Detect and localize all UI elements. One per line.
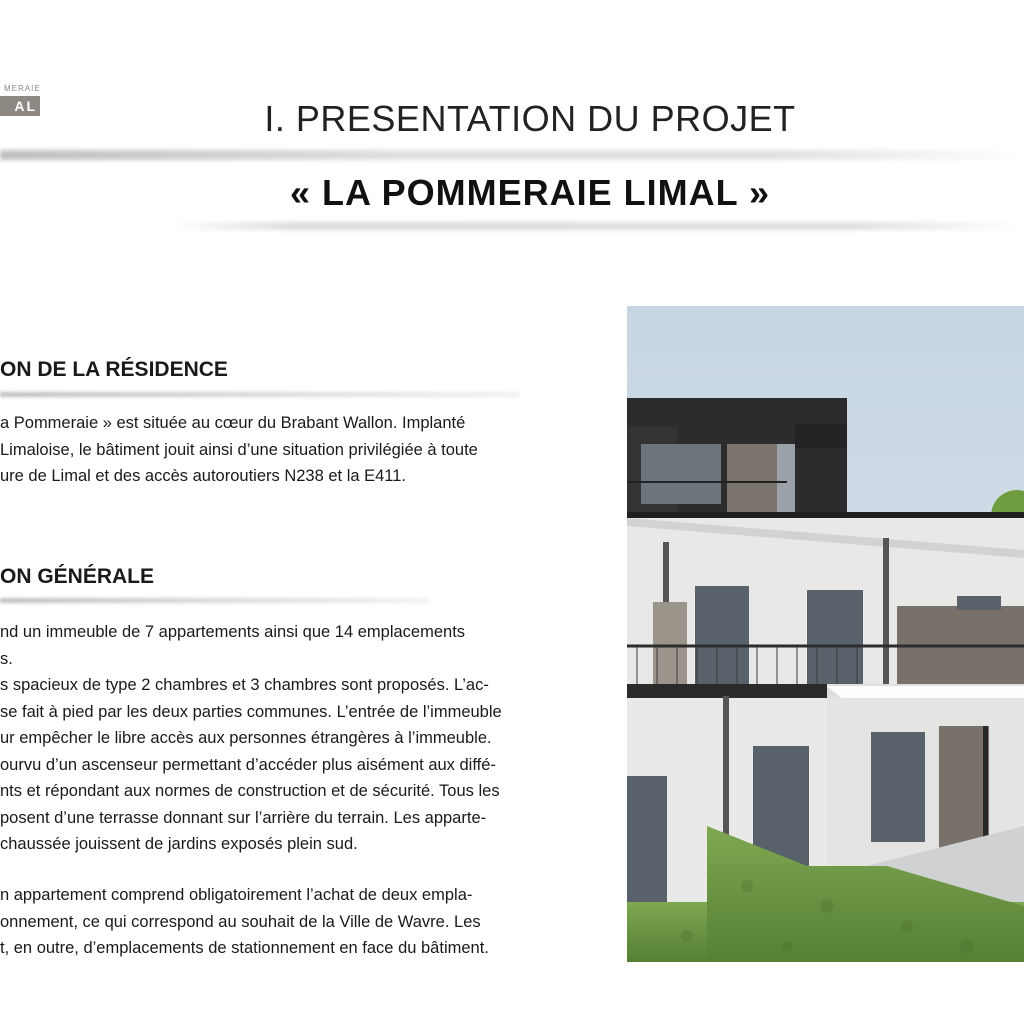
section-generale-text xyxy=(0,619,580,858)
text-line: chaussée jouissent de jardins exposés plein sud. xyxy=(0,835,358,853)
text-line: n appartement comprend obligatoirement l’achat de deux empla- xyxy=(0,886,473,904)
section-heading-underline xyxy=(0,598,430,603)
text-line: s. xyxy=(0,649,13,668)
page-title: I. PRESENTATION DU PROJET xyxy=(264,98,796,139)
section-heading-residence: ON DE LA RÉSIDENCE xyxy=(0,358,228,381)
text-line: ure de Limal et des accès autoroutiers N238 et la E411. xyxy=(0,467,407,485)
text-line: nts et répondant aux normes de construction et de sécurité. Tous les xyxy=(0,782,500,800)
text-line: nd un immeuble de 7 appartements ainsi que 14 emplacements xyxy=(0,623,466,641)
building-rendering-image xyxy=(627,306,1024,962)
logo-box-text: AL xyxy=(0,96,40,116)
section-parking-text xyxy=(0,882,580,962)
text-line: onnement, ce qui correspond au souhait de la Ville de Wavre. Les xyxy=(0,912,481,931)
text-line: a Pommeraie » est située au cœur du Brabant Wallon. Implanté xyxy=(0,414,466,432)
logo-small-text: MERAIE xyxy=(4,84,41,93)
subtitle-divider xyxy=(170,222,1024,230)
text-line: s spacieux de type 2 chambres et 3 chambres sont proposés. L’ac- xyxy=(0,676,489,694)
text-line: t, en outre, d’emplacements de stationnement en face du bâtiment. xyxy=(0,939,489,957)
section-heading-generale: ON GÉNÉRALE xyxy=(0,565,155,588)
text-line: Limaloise, le bâtiment jouit ainsi d’une situation privilégiée à toute xyxy=(0,440,478,459)
text-line: se fait à pied par les deux parties communes. L’entrée de l’immeuble xyxy=(0,702,502,721)
section-residence-text xyxy=(0,410,580,490)
title-divider xyxy=(0,150,1024,160)
building-rendering-svg xyxy=(627,306,1024,962)
page-subtitle: « LA POMMERAIE LIMAL » xyxy=(289,172,771,213)
section-heading-underline xyxy=(0,392,520,397)
text-line: posent d’une terrasse donnant sur l’arrière du terrain. Les apparte- xyxy=(0,808,487,827)
text-line: ourvu d’un ascenseur permettant d’accéder plus aisément aux diffé- xyxy=(0,755,496,774)
text-line: ur empêcher le libre accès aux personnes étrangères à l’immeuble. xyxy=(0,729,492,747)
